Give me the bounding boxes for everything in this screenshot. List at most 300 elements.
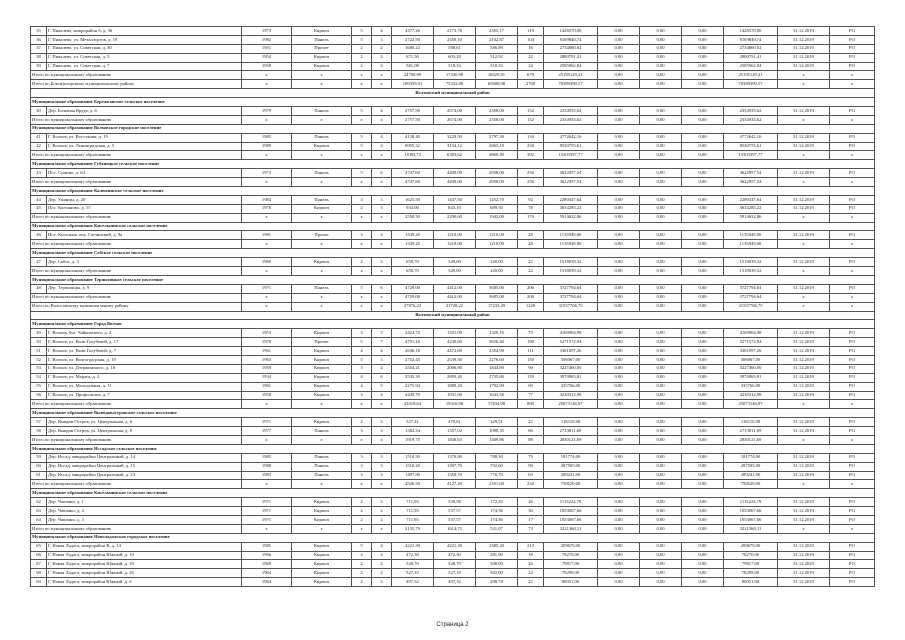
table-cell: 0,00 (682, 355, 724, 364)
table-cell: 5 (372, 329, 392, 338)
table-cell: 31.12.2019 (778, 107, 830, 116)
table-cell: 116310,00 (544, 418, 598, 427)
table-cell: 2735,80 (476, 373, 518, 382)
table-cell: 174,36 (476, 507, 518, 516)
table-cell: 1973 (242, 169, 292, 178)
table-row (31, 169, 875, 178)
table-cell: 4729,00 (392, 293, 434, 302)
table-cell: Панель (292, 133, 352, 142)
table-cell: 2 (372, 231, 392, 240)
table-cell: 0,00 (598, 151, 640, 160)
table-cell: Прочее (292, 338, 352, 347)
table-cell: 0,00 (682, 195, 724, 204)
table-cell: x (372, 293, 392, 302)
table-cell: Дер. Ужанцы, д. 20 (47, 195, 242, 204)
table-cell: Г. Пикалево, ул. Советская, д. 5 (47, 53, 242, 62)
table-cell: Г. Волхов, ул. Волгоградская, д. 19 (47, 355, 242, 364)
table-cell: 308,00 (476, 560, 518, 569)
table-cell: 31.12.2019 (778, 560, 830, 569)
table-cell: 0,00 (598, 80, 640, 89)
subtotal-row (31, 293, 875, 302)
table-cell: 2 (352, 418, 372, 427)
table-row (31, 355, 875, 364)
table-cell: 150 (518, 355, 544, 364)
table-cell: 1978 (242, 338, 292, 347)
table-cell: 2757,50 (392, 115, 434, 124)
table-cell: 335766,00 (724, 382, 778, 391)
subtotal-row (31, 213, 875, 222)
table-cell: 24 (518, 569, 544, 578)
table-cell: 0,00 (598, 578, 640, 587)
table-cell: Пос. Сумино, д. 64 (47, 169, 242, 178)
table-cell: Г. Волхов, ул. Дзержинского, д. 18 (47, 364, 242, 373)
table-cell: Кирпич (292, 204, 352, 213)
table-cell: 0,00 (640, 53, 682, 62)
table-cell: 1053067,66 (544, 515, 598, 524)
table-cell: x (778, 435, 830, 444)
table-cell: 792,60 (476, 462, 518, 471)
table-cell: 75332,89 (434, 80, 476, 89)
table-cell: 58 (31, 427, 47, 436)
table-cell: 2 (372, 53, 392, 62)
table-cell: 69 (518, 382, 544, 391)
table-cell: 4377,26 (392, 27, 434, 36)
table-cell: 2 (372, 62, 392, 71)
table-cell: x (830, 71, 875, 80)
table-cell: 0,00 (598, 293, 640, 302)
table-cell: 2358,00 (476, 107, 518, 116)
table-cell: 1985 (242, 453, 292, 462)
table-cell: 843,10 (434, 204, 476, 213)
table-cell: 0,00 (640, 178, 682, 187)
table-cell: 0,00 (640, 231, 682, 240)
table-cell: 0,00 (682, 44, 724, 53)
table-cell: Дер. Вывдин Остров, ул. Центральная, д. 6 (47, 418, 242, 427)
table-cell: 31.12.2019 (778, 453, 830, 462)
table-cell: 1958 (242, 391, 292, 400)
table-cell: 23418,64 (392, 400, 434, 409)
table-cell: 0,00 (682, 480, 724, 489)
table-row (31, 462, 875, 471)
table-cell: 46 (31, 231, 47, 240)
table-cell: 0,00 (640, 71, 682, 80)
table-row (31, 507, 875, 516)
table-cell: 56 (31, 391, 47, 400)
table-cell: 31.12.2019 (778, 569, 830, 578)
table-cell: 25195129,21 (724, 71, 778, 80)
table-cell: 586,89 (476, 44, 518, 53)
table-row (31, 578, 875, 587)
table-cell: 0,00 (640, 471, 682, 480)
table-cell: 3 (372, 204, 392, 213)
table-cell: 1053067,66 (544, 507, 598, 516)
table-cell: 0,00 (682, 338, 724, 347)
table-cell: 0,00 (640, 400, 682, 409)
table-cell: Муниципальное образование Кисельнинское сельское поселение (31, 222, 875, 231)
table-cell: x (352, 267, 372, 276)
table-cell: 0,00 (682, 364, 724, 373)
table-cell: 0,00 (640, 480, 682, 489)
table-cell: 0,00 (682, 213, 724, 222)
table-cell: 0,00 (640, 427, 682, 436)
table-cell: РО (830, 35, 875, 44)
table-row (31, 551, 875, 560)
table-row (31, 364, 875, 373)
table-cell: 174,36 (476, 515, 518, 524)
table-cell: 3727794,64 (724, 293, 778, 302)
table-cell: 31.12.2019 (778, 53, 830, 62)
table-cell: 4 (352, 347, 372, 356)
table-cell: Панель (292, 195, 352, 204)
table-cell: Итого по муниципальному образованию (31, 213, 242, 222)
table-cell: 2 (352, 53, 372, 62)
table-cell: РО (830, 364, 875, 373)
table-cell: Муниципальное образование Волховское городское поселение (31, 124, 875, 133)
table-cell: 3634285,22 (724, 204, 778, 213)
table-cell: 2713811,69 (544, 427, 598, 436)
table-cell: 3 (372, 355, 392, 364)
table-cell: 0,00 (682, 267, 724, 276)
table-cell: 1614,72 (434, 524, 476, 533)
table-cell: x (242, 80, 292, 89)
table-cell: 6 (372, 373, 392, 382)
section-heading-row (31, 160, 875, 169)
table-cell: Кирпич (292, 329, 352, 338)
table-cell: РО (830, 507, 875, 516)
table-cell: x (242, 178, 292, 187)
table-cell: Дер. Чаплино, д. 3 (47, 515, 242, 524)
table-cell: 25073146,97 (544, 400, 598, 409)
table-cell: Итого по муниципальному образованию (31, 480, 242, 489)
table-cell: 24 (518, 62, 544, 71)
table-cell: 0,00 (682, 551, 724, 560)
table-cell: 1351,00 (434, 329, 476, 338)
table-cell: 5 (352, 142, 372, 151)
table-cell: 0,00 (598, 435, 640, 444)
table-cell: 22 (518, 578, 544, 587)
table-cell: 2734860,02 (544, 44, 598, 53)
table-cell: 4 (372, 142, 392, 151)
table-cell: Панель (292, 427, 352, 436)
table-cell: 2895,40 (434, 373, 476, 382)
table-cell: 3622957,54 (544, 169, 598, 178)
table-cell: 0,00 (598, 240, 640, 249)
table-cell: 2 (352, 62, 372, 71)
table-cell: 302,00 (476, 569, 518, 578)
table-cell: 899 (518, 400, 544, 409)
table-cell: x (292, 115, 352, 124)
table-cell: x (830, 213, 875, 222)
table-cell: 1971 (242, 284, 292, 293)
table-cell: 5 (352, 542, 372, 551)
table-cell: 0,00 (598, 115, 640, 124)
table-cell: 106359,91 (392, 80, 434, 89)
table-cell: 3 (372, 195, 392, 204)
table-row (31, 133, 875, 142)
table-cell: 0,00 (640, 418, 682, 427)
table-cell: 0,00 (598, 347, 640, 356)
table-cell: 49 (31, 329, 47, 338)
table-cell: 170 (518, 213, 544, 222)
table-cell: x (830, 302, 875, 311)
section-heading-row (31, 187, 875, 196)
table-cell: x (778, 115, 830, 124)
table-cell: 1426570,00 (724, 27, 778, 36)
table-cell: 31.12.2019 (778, 471, 830, 480)
table-cell: 1981 (242, 231, 292, 240)
table-cell: 0,00 (598, 142, 640, 151)
table-cell: 0,00 (682, 133, 724, 142)
table-cell: РО (830, 560, 875, 569)
table-cell: Итого по муниципальному образованию (31, 71, 242, 80)
table-cell: Панель (292, 471, 352, 480)
table-cell: 298,78 (476, 578, 518, 587)
table-cell: 0,00 (640, 560, 682, 569)
table-cell: 2006,80 (434, 364, 476, 373)
table-cell: 537,41 (392, 418, 434, 427)
table-cell: 0,00 (640, 338, 682, 347)
table-cell: 0,00 (598, 382, 640, 391)
section-heading-row (31, 409, 875, 418)
table-cell: 758520,00 (544, 480, 598, 489)
table-cell: 79 (518, 453, 544, 462)
table-cell: Дер. Иссад, микрорайон Центральный, д. 15 (47, 462, 242, 471)
table-cell: 2 (352, 551, 372, 560)
table-row (31, 453, 875, 462)
table-cell: x (778, 480, 830, 489)
table-cell: РО (830, 231, 875, 240)
table-cell: 0,00 (682, 80, 724, 89)
table-cell: 258 (518, 142, 544, 151)
table-cell: 0,00 (682, 347, 724, 356)
table-cell: 41 (31, 133, 47, 142)
table-cell: 5914632,86 (724, 213, 778, 222)
table-cell: 111 (518, 347, 544, 356)
table-cell: 5 (352, 27, 372, 36)
table-cell: 13303397,77 (724, 151, 778, 160)
table-cell: 31.12.2019 (778, 62, 830, 71)
table-cell: 1426570,00 (544, 27, 598, 36)
table-cell: 1339,20 (392, 240, 434, 249)
table-cell: x (292, 480, 352, 489)
table-cell: 2958,00 (476, 178, 518, 187)
table-cell: 2674,00 (434, 107, 476, 116)
table-cell: 0,00 (640, 107, 682, 116)
table-cell: Г. Новая Ладога, микрорайон Южный, д. 19 (47, 560, 242, 569)
table-cell: 1329,10 (476, 329, 518, 338)
table-cell: x (292, 302, 352, 311)
table-cell: x (830, 178, 875, 187)
table-cell: 31.12.2019 (778, 204, 830, 213)
table-cell: 1358,70 (434, 471, 476, 480)
table-cell: x (352, 80, 372, 89)
table-cell: 1963 (242, 355, 292, 364)
table-cell: 0,00 (640, 364, 682, 373)
table-cell: 506067,00 (544, 355, 598, 364)
table-cell: 0,00 (598, 373, 640, 382)
table-cell: 0,00 (598, 400, 640, 409)
table-cell: 1210,00 (434, 240, 476, 249)
table-cell: РО (830, 133, 875, 142)
table-cell: 8169840,74 (724, 35, 778, 44)
table-cell: 26 (518, 498, 544, 507)
table-cell: 152 (518, 115, 544, 124)
table-cell: 0,00 (682, 542, 724, 551)
table-cell: 1210,00 (476, 231, 518, 240)
table-cell: 1053067,66 (724, 515, 778, 524)
table-cell: 92 (518, 195, 544, 204)
table-cell: 678 (518, 71, 544, 80)
table-row (31, 542, 875, 551)
table-row (31, 284, 875, 293)
table-cell: 4 (372, 107, 392, 116)
table-cell: 0,00 (682, 231, 724, 240)
table-cell: РО (830, 195, 875, 204)
table-cell: РО (830, 551, 875, 560)
table-cell: 1964 (242, 569, 292, 578)
table-cell: РО (830, 427, 875, 436)
table-cell: 31.12.2019 (778, 142, 830, 151)
table-cell: 5914632,86 (544, 213, 598, 222)
table-cell: Панель (292, 107, 352, 116)
table-cell: 31.12.2019 (778, 347, 830, 356)
table-cell: 4772642,16 (724, 133, 778, 142)
table-cell: 1988 (242, 462, 292, 471)
table-cell: x (242, 400, 292, 409)
table-cell: 2290,60 (434, 213, 476, 222)
table-cell: 1976 (242, 204, 292, 213)
table-cell: 1985 (242, 133, 292, 142)
table-cell: x (372, 240, 392, 249)
table-cell: x (352, 71, 372, 80)
table-cell: 1889,20 (434, 382, 476, 391)
table-cell: Панель (292, 35, 352, 44)
table-cell: РО (830, 515, 875, 524)
table-cell: 1135949,00 (724, 240, 778, 249)
table-cell: 2752,45 (392, 355, 434, 364)
table-cell: РО (830, 578, 875, 587)
table-cell: 2334935,62 (724, 115, 778, 124)
table-cell: 1977 (242, 427, 292, 436)
table-cell: 104 (518, 35, 544, 44)
table-cell: x (778, 293, 830, 302)
table-cell: 51 (31, 347, 47, 356)
table-cell: 2 (372, 515, 392, 524)
table-cell: Волховский муниципальный район (31, 311, 875, 320)
table-row (31, 195, 875, 204)
table-cell: x (372, 267, 392, 276)
table-cell: x (830, 435, 875, 444)
table-cell: Г. Новая Ладога, микрорайон Южный, д. 26 (47, 569, 242, 578)
table-cell: 1966 (242, 551, 292, 560)
table-cell: 603,28 (434, 53, 476, 62)
table-row (31, 569, 875, 578)
table-cell: 4169904,98 (544, 329, 598, 338)
section-heading-row (31, 444, 875, 453)
table-cell: 2800791,41 (724, 53, 778, 62)
table-cell: Панель (292, 169, 352, 178)
table-cell: x (352, 151, 372, 160)
table-row (31, 231, 875, 240)
table-cell: 4221,30 (392, 542, 434, 551)
table-cell: Волховский муниципальный район (31, 89, 875, 98)
table-cell: 3970965,81 (724, 373, 778, 382)
table-cell: 172,35 (476, 498, 518, 507)
table-cell: 3154,12 (434, 142, 476, 151)
table-cell: 2 (372, 569, 392, 578)
table-cell: 0,00 (640, 44, 682, 53)
table-cell: 671,50 (392, 53, 434, 62)
table-cell: РО (830, 418, 875, 427)
table-cell: 63 (31, 507, 47, 516)
table-cell: x (292, 400, 352, 409)
table-cell: 2722,50 (392, 35, 434, 44)
table-cell: 0,00 (598, 35, 640, 44)
table-cell: 0,00 (598, 338, 640, 347)
register-sheet (30, 26, 874, 587)
table-cell: 0,00 (640, 524, 682, 533)
table-cell: 392 (518, 151, 544, 160)
table-cell: 1971 (242, 418, 292, 427)
table-cell: 0,00 (598, 569, 640, 578)
table-cell: 27876,22 (392, 302, 434, 311)
section-heading-row (31, 249, 875, 258)
table-cell: 19316,90 (434, 400, 476, 409)
table-cell: 3685,00 (476, 293, 518, 302)
table-cell: 80051,00 (544, 578, 598, 587)
table-cell: 1958 (242, 62, 292, 71)
table-cell: РО (830, 107, 875, 116)
table-cell: 0,00 (640, 347, 682, 356)
table-cell: 3685,00 (476, 284, 518, 293)
table-cell: 35 (31, 27, 47, 36)
table-cell: 80051,00 (724, 578, 778, 587)
table-cell: 0,00 (598, 62, 640, 71)
table-cell: 2830121,69 (544, 435, 598, 444)
table-cell: Дер. Чаплино, д. 1 (47, 498, 242, 507)
table-cell: 2 (352, 578, 372, 587)
table-cell: x (242, 240, 292, 249)
table-cell: 256 (518, 178, 544, 187)
table-cell: x (292, 178, 352, 187)
table-cell: 0,00 (640, 329, 682, 338)
table-cell: 6383,62 (434, 151, 476, 160)
table-cell: 25073146,97 (724, 400, 778, 409)
table-cell: 31.12.2019 (778, 258, 830, 267)
table-cell: 1210,00 (476, 240, 518, 249)
table-cell: 2350,10 (434, 35, 476, 44)
table-cell: 0,00 (598, 551, 640, 560)
table-cell: Панель (292, 462, 352, 471)
table-cell: Дер. Сабск, д. 3 (47, 258, 242, 267)
table-cell: 0,00 (640, 515, 682, 524)
table-cell: 26 (518, 560, 544, 569)
table-cell: x (292, 240, 352, 249)
table-cell: 0,00 (598, 480, 640, 489)
table-cell: Пос. Колчаново, д. 15 (47, 204, 242, 213)
table-cell: РО (830, 542, 875, 551)
table-cell: 0,00 (640, 267, 682, 276)
table-cell: 3 (352, 427, 372, 436)
table-cell: 55 (31, 382, 47, 391)
table-cell: Кирпич (292, 347, 352, 356)
table-cell: 281,90 (476, 551, 518, 560)
table-cell: 31.12.2019 (778, 515, 830, 524)
table-cell: 1497,80 (392, 471, 434, 480)
table-row (31, 62, 875, 71)
table-cell: x (372, 151, 392, 160)
table-cell: 1961 (242, 347, 292, 356)
